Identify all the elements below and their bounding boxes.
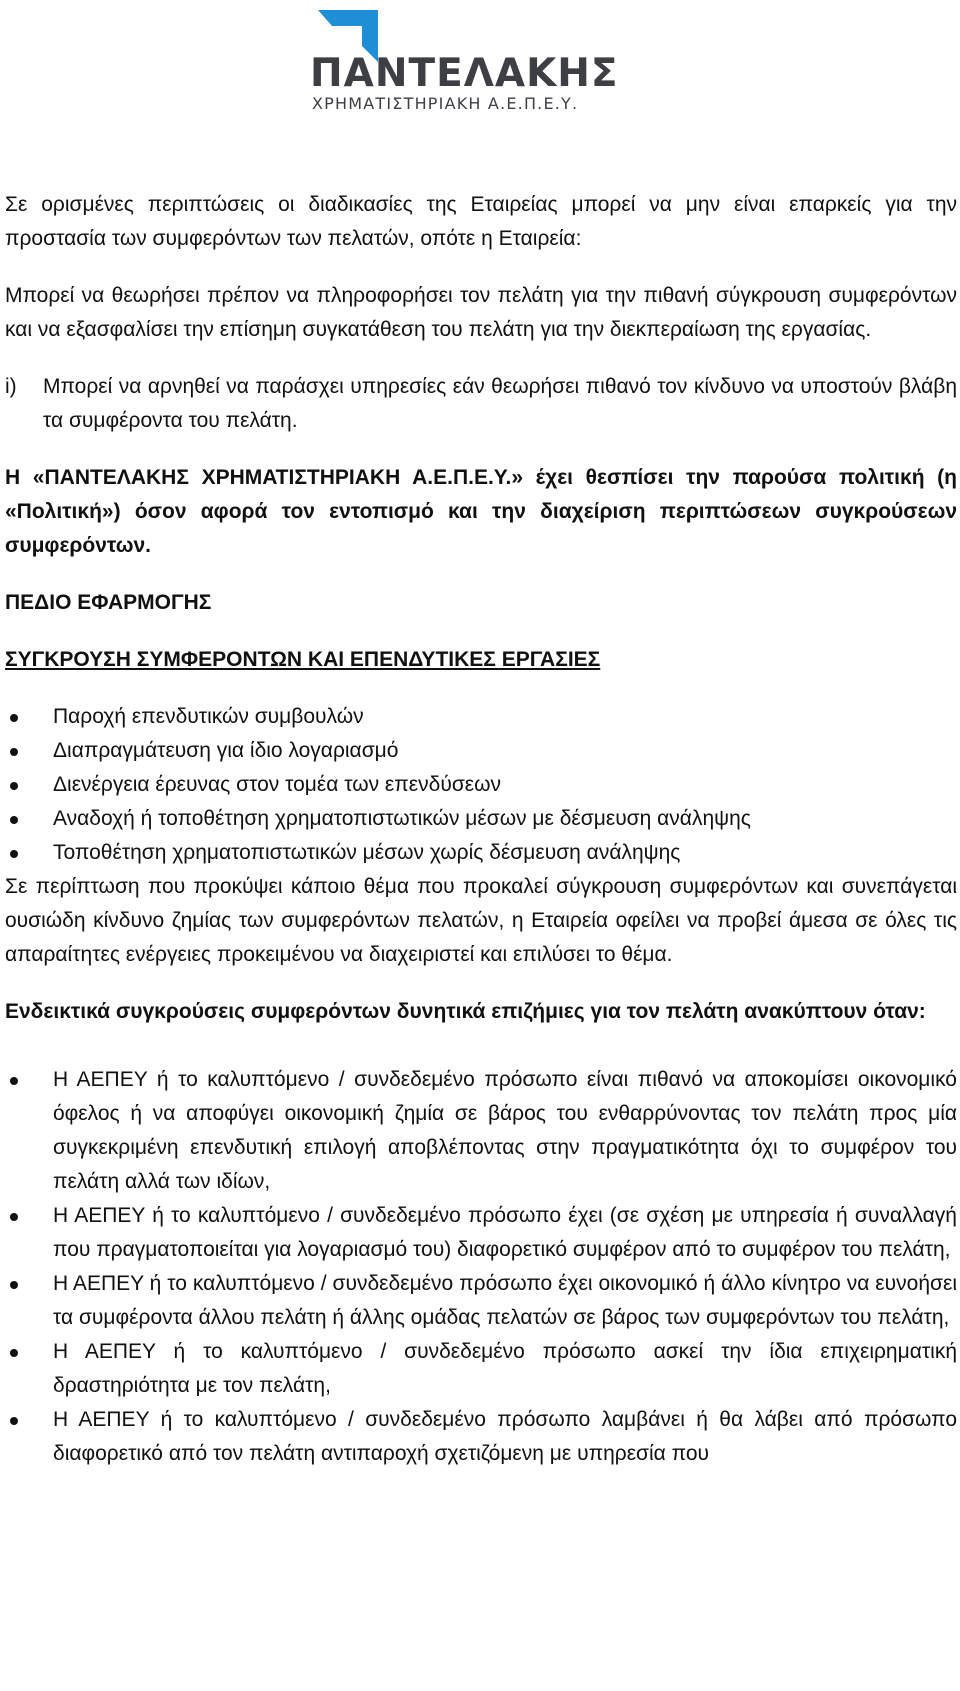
bullet-icon	[10, 850, 18, 858]
list-item: Αναδοχή ή τοποθέτηση χρηματοπιστωτικών μέσων με δέσμευση ανάληψης	[5, 802, 957, 836]
policy-statement: Η «ΠΑΝΤΕΛΑΚΗΣ ΧΡΗΜΑΤΙΣΤΗΡΙΑΚΗ Α.Ε.Π.Ε.Υ.» έχει θεσπίσει την παρούσα πολιτική (η «Πολιτική») όσον αφορά τον εντοπισμό και την διαχείριση περιπτώσεων συγκρούσεων συμφερόντων.	[5, 466, 957, 557]
notify-client-paragraph: Μπορεί να θεωρήσει πρέπον να πληροφορήσει τον πελάτη για την πιθανή σύγκρουση συμφερόντων και να εξασφαλίσει την επίσημη συγκατάθεση του πελάτη για την διεκπεραίωση της εργασίας.	[5, 284, 957, 341]
list-item: Διαπραγμάτευση για ίδιο λογαριασμό	[5, 734, 957, 768]
bullet-icon	[10, 816, 18, 824]
list-item: Η ΑΕΠΕΥ ή το καλυπτόμενο / συνδεδεμένο πρόσωπο έχει οικονομικό ή άλλο κίνητρο να ευνοήσει τα συμφέροντα άλλου πελάτη ή άλλης ομάδας πελατών σε βάρος των συμφερόντων του πελάτη,	[5, 1267, 957, 1335]
conflict-paragraph: Σε περίπτωση που προκύψει κάποιο θέμα που προκαλεί σύγκρουση συμφερόντων και συνεπάγεται ουσιώδη κίνδυνο ζημίας των συμφερόντων πελατών, η Εταιρεία οφείλει να προβεί άμεσα σε όλες τις απαραίτητες ενέργειες προκειμένου να διαχειριστεί και επιλύσει το θέμα.	[5, 875, 957, 966]
list-item: Η ΑΕΠΕΥ ή το καλυπτόμενο / συνδεδεμένο πρόσωπο έχει (σε σχέση με υπηρεσία ή συναλλαγή που πραγματοποιείται για λογαριασμό του) διαφορετικό συμφέρον από το συμφέρον του πελάτη,	[5, 1199, 957, 1267]
bullet-icon	[10, 1417, 18, 1425]
section-title: ΠΕΔΙΟ ΕΦΑΡΜΟΓΗΣ	[5, 591, 212, 614]
bullet-icon	[10, 1077, 18, 1085]
list-item: Παροχή επενδυτικών συμβουλών	[5, 700, 957, 734]
list-item: Διενέργεια έρευνας στον τομέα των επενδύσεων	[5, 768, 957, 802]
logo-subtitle: ΧΡΗΜΑΤΙΣΤΗΡΙΑΚΗ Α.Ε.Π.Ε.Υ.	[312, 94, 579, 113]
subsection-title: ΣΥΓΚΡΟΥΣΗ ΣΥΜΦΕΡΟΝΤΩΝ ΚΑΙ ΕΠΕΝΔΥΤΙΚΕΣ ΕΡΓΑΣΙΕΣ	[5, 648, 601, 671]
services-list	[5, 700, 957, 870]
bullet-icon	[10, 1213, 18, 1221]
document-body	[5, 188, 957, 1471]
examples-list	[5, 1063, 957, 1471]
bullet-icon	[10, 1349, 18, 1357]
intro-paragraph: Σε ορισμένες περιπτώσεις οι διαδικασίες της Εταιρείας μπορεί να μην είναι επαρκείς για την προστασία των συμφερόντων των πελατών, οπότε η Εταιρεία:	[5, 193, 957, 250]
refuse-service-text: Μπορεί να αρνηθεί να παράσχει υπηρεσίες εάν θεωρήσει πιθανό τον κίνδυνο να υποστούν βλάβη τα συμφέροντα του πελάτη.	[43, 375, 957, 432]
logo-name: ΠΑΝΤΕΛΑΚΗΣ	[310, 51, 619, 96]
examples-heading: Ενδεικτικά συγκρούσεις συμφερόντων δυνητικά επιζήμιες για τον πελάτη ανακύπτουν όταν:	[5, 1000, 926, 1023]
list-item: Η ΑΕΠΕΥ ή το καλυπτόμενο / συνδεδεμένο πρόσωπο είναι πιθανό να αποκομίσει οικονομικό όφελος ή να αποφύγει οικονομική ζημία σε βάρος του ενθαρρύνοντας τον πελάτη προς μία συγκεκριμένη επενδυτική επιλογή αποβλέποντας στην πραγματικότητα όχι το συμφέρον του πελάτη αλλά των ιδίων,	[5, 1063, 957, 1199]
bullet-icon	[10, 714, 18, 722]
bullet-icon	[10, 748, 18, 756]
bullet-icon	[10, 782, 18, 790]
list-item: Η ΑΕΠΕΥ ή το καλυπτόμενο / συνδεδεμένο πρόσωπο λαμβάνει ή θα λάβει από πρόσωπο διαφορετικό από τον πελάτη αντιπαροχή σχετιζόμενη με υπηρεσία που	[5, 1403, 957, 1471]
roman-marker: i)	[5, 375, 17, 398]
bullet-icon	[10, 1281, 18, 1289]
refuse-service-item	[5, 370, 957, 438]
list-item: Η ΑΕΠΕΥ ή το καλυπτόμενο / συνδεδεμένο πρόσωπο ασκεί την ίδια επιχειρηματική δραστηριότητα με τον πελάτη,	[5, 1335, 957, 1403]
company-logo	[310, 10, 650, 113]
list-item: Τοποθέτηση χρηματοπιστωτικών μέσων χωρίς δέσμευση ανάληψης	[5, 836, 957, 870]
